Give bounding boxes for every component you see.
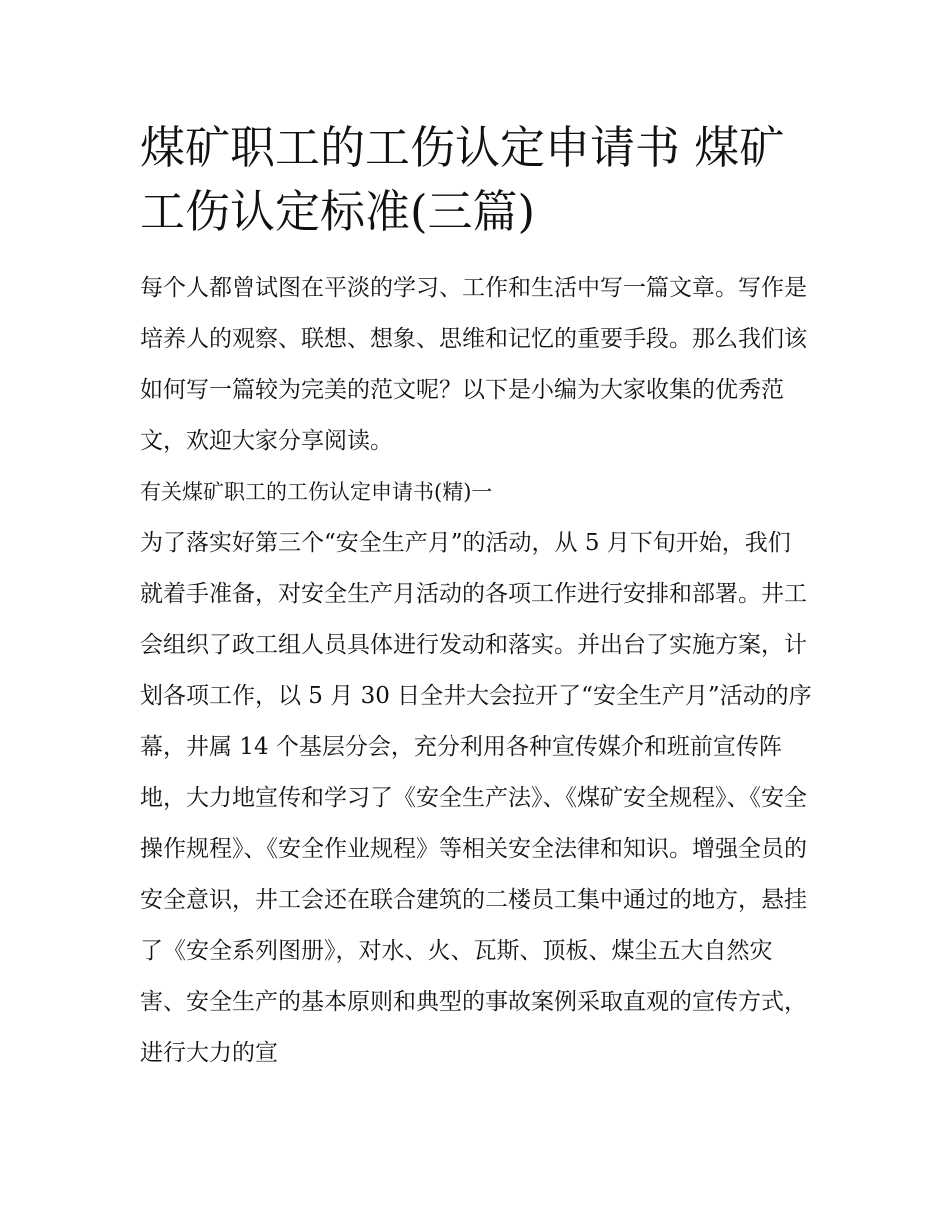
body-paragraph: 为了落实好第三个“安全生产月”的活动，从 5 月下旬开始，我们就着手准备，对安全生产月活动的各项工作进行安排和部署。井工会组织了政工组人员具体进行发动和落实。并出台了实施方案，计划各项工作，以 5 月 30 日全井大会拉开了“安全生产月”活动的序幕，井属 14 个基层分会，充分利用各种宣传媒介和班前宣传阵地，大力地宣传和学习了《安全生产法》、《煤矿安全规程》、《安全操作规程》、《安全作业规程》等相关安全法律和知识。增强全员的安全意识，井工会还在联合建筑的二楼员工集中通过的地方，悬挂了《安全系列图册》，对水、火、瓦斯、顶板、煤尘五大自然灾害、安全生产的基本原则和典型的事故案例采取直观的宣传方式，进行大力的宣 [140,530,812,1066]
document-content [140,116,812,1079]
section-heading: 有关煤矿职工的工伤认定申请书(精)一 [140,480,493,504]
intro-paragraph: 每个人都曾试图在平淡的学习、工作和生活中写一篇文章。写作是培养人的观察、联想、想象、思维和记忆的重要手段。那么我们该如何写一篇较为完美的范文呢？以下是小编为大家收集的优秀范文，欢迎大家分享阅读。 [140,275,807,454]
document-title: 煤矿职工的工伤认定申请书 煤矿工伤认定标准(三篇) [140,121,785,238]
